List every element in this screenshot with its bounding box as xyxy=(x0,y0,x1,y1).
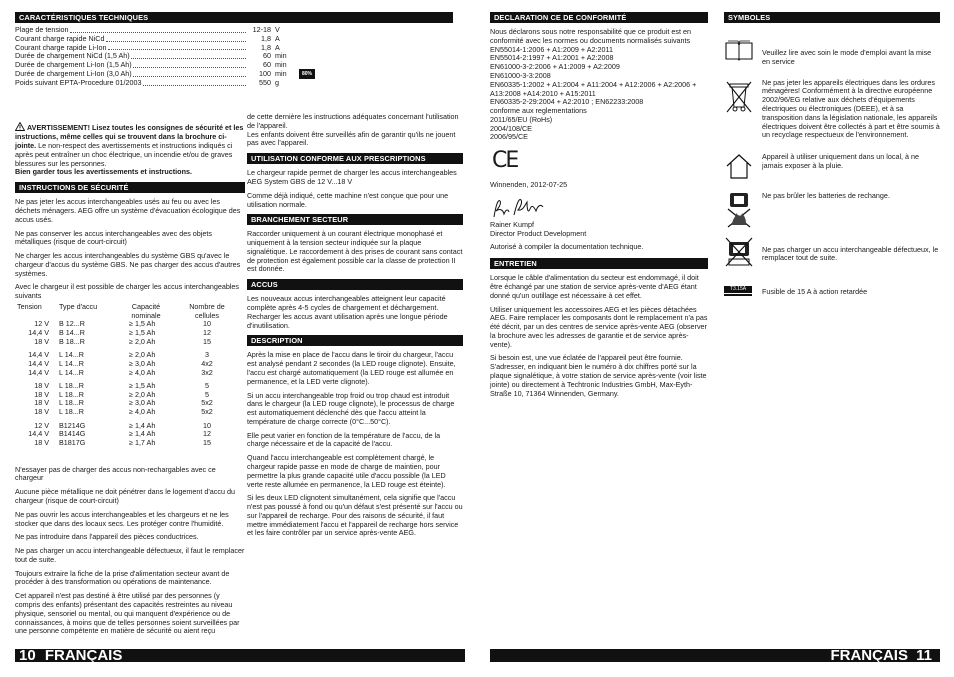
book-icon xyxy=(724,39,762,64)
table-cell: ≥ 1,5 Ah xyxy=(129,327,156,337)
standard-line: 2011/65/EU (RoHs) xyxy=(490,114,553,124)
safety-p3: Ne charger les accus interchangeables du système GBS qu'avec le chargeur d'accus du système GBS. Ne pas charger des accus d'autres systèmes. xyxy=(15,251,241,278)
table-cell: 10 xyxy=(203,319,211,329)
spec-unit: A xyxy=(275,42,280,52)
table-cell: 3 xyxy=(205,350,209,360)
signatory-name: Rainer Kumpf xyxy=(490,219,534,229)
safety-p5: N'essayer pas de charger des accus non-rechargables avec ce chargeur xyxy=(15,464,216,483)
table-row xyxy=(15,377,239,391)
table-cell: ≥ 1,5 Ah xyxy=(129,319,156,329)
table-cell: 14,4 V xyxy=(28,350,49,360)
fuse-icon xyxy=(724,286,762,296)
table-header: Type d'accu xyxy=(59,302,98,312)
warning-text: Le non-respect des avertissements et instructions indiqués ci après peut entraîner un choc électrique, un incendie et/ou de graves blessures sur les personnes. xyxy=(15,141,233,168)
spec-label: Durée de chargement Li-Ion (3,0 Ah) xyxy=(15,68,132,78)
symbol-row xyxy=(724,286,940,297)
safety-p1: Ne pas jeter les accus interchangeables usés au feu ou avec les déchets ménagers. AEG offre un système d'évacuation écologique des accus usés. xyxy=(15,197,241,224)
page-number-right: 11 xyxy=(916,647,932,664)
spec-value: 60 xyxy=(263,51,271,61)
battery-table xyxy=(15,303,239,448)
table-cell: 18 V xyxy=(34,407,49,417)
battery-table-body xyxy=(15,320,239,447)
table-cell: 18 V xyxy=(34,438,49,447)
symbol-row xyxy=(724,39,940,67)
table-cell: ≥ 1,4 Ah xyxy=(129,429,156,439)
table-cell: B1214G xyxy=(59,420,86,430)
signatory-title: Director Product Development xyxy=(490,228,587,238)
footer-language-left: FRANÇAIS xyxy=(44,647,123,664)
symbol-text: Fusible de 15 A à action retardée xyxy=(762,287,868,297)
table-cell: ≥ 1,5 Ah xyxy=(129,381,156,391)
safety-p2: Ne pas conserver les accus interchangeables avec des objets métalliques (risque de court-circuit) xyxy=(15,228,212,247)
table-cell: 3x2 xyxy=(201,367,213,377)
table-cell: L 14...R xyxy=(59,367,84,377)
spec-unit: A xyxy=(275,33,280,43)
table-cell: 10 xyxy=(203,420,211,430)
warning-block xyxy=(15,122,245,178)
maint-p3: Si besoin est, une vue éclatée de l'appareil peut être fournie. S'adresser, en indiquant bien le numéro à dix chiffres porté sur la plaque signalétique, à votre station de service après-vente (voir liste jointe) ou directement à Techtronic Industries GmbH, Max-Eyth-Straße 10, 71364 Winnenden, Germany. xyxy=(490,353,707,398)
spec-value: 1,8 xyxy=(261,42,271,52)
table-cell: B 14...R xyxy=(59,327,85,337)
table-cell: 12 V xyxy=(34,420,49,430)
table-cell: 5 xyxy=(205,381,209,391)
desc-p5: Si les deux LED clignotent simultanément, cela signifie que l'accu n'est pas poussé à fond ou qu'un défaut s'est présenté sur l'accu ou sur l'appareil de recharge. Pour des raisons de sécurité, il faut mettre immédiatement l'accu et l'appareil de recharge hors service et les faire contrôler par un service après-vente AEG. xyxy=(247,493,463,538)
table-row xyxy=(15,417,239,431)
table-cell: L 14...R xyxy=(59,358,84,368)
spec-label: Durée de chargement Li-Ion (1,5 Ah) xyxy=(15,60,132,70)
table-cell: L 18...R xyxy=(59,407,84,417)
declaration-place-date: Winnenden, 2012-07-25 xyxy=(490,180,568,190)
footer-right xyxy=(490,649,940,662)
table-cell: L 14...R xyxy=(59,350,84,360)
page-number-left: 10 xyxy=(19,647,36,664)
standard-line: EN60335-2-29:2004 + A2:2010 ; EN62233:2008 xyxy=(490,97,644,107)
declaration-header: DECLARATION CE DE CONFORMITÉ xyxy=(490,12,708,23)
use-p1: Le chargeur rapide permet de charger les accus interchangeables AEG System GBS de 12 V...18 V xyxy=(247,168,457,186)
safety-p9: Ne pas charger un accu interchangeable défectueux, il faut le remplacer tout de suite. xyxy=(15,546,245,564)
symbol-text: Veuillez lire avec soin le mode d'emploi avant la mise en service xyxy=(762,48,932,66)
table-cell: ≥ 2,0 Ah xyxy=(129,350,156,360)
standard-line: EN61000-3-3:2008 xyxy=(490,70,551,80)
symbol-row xyxy=(724,79,940,140)
table-cell: L 18...R xyxy=(59,398,84,408)
table-cell: 12 xyxy=(203,429,211,439)
column-3 xyxy=(490,12,708,403)
footer-language-right: FRANÇAIS xyxy=(830,647,908,664)
declaration-intro: Nous déclarons sous notre responsabilité que ce produit est en conformité avec les normes ou documents normalisés suivants xyxy=(490,27,691,45)
table-row xyxy=(15,439,239,448)
maintenance-header: ENTRETIEN xyxy=(490,258,708,269)
table-cell: 14,4 V xyxy=(28,367,49,377)
spec-unit: g xyxy=(275,77,279,87)
safety-header: INSTRUCTIONS DE SÉCURITÉ xyxy=(15,182,245,193)
charge-80-badge: 80% xyxy=(299,69,315,79)
table-cell: ≥ 2,0 Ah xyxy=(129,389,156,399)
table-cell: 18 V xyxy=(34,381,49,391)
symbol-text: Ne pas jeter les appareils électriques dans les ordures ménagères! Conformément à la directive européenne 2002/96/EG relative aux déchets d'équipements électriques ou électroniques (DEEE), et à sa transposition dans la législation nationale, les appareils électriques doivent être collectés à part et être soumis à un recyclage respectueux de l'environnement. xyxy=(762,77,940,140)
table-header: Tension xyxy=(17,302,42,312)
symbols-header: SYMBOLES xyxy=(724,12,940,23)
footer-left xyxy=(15,649,465,662)
warning-keep-text: Bien garder tous les avertissements et instructions. xyxy=(15,167,192,177)
fuse-label: T3.15A xyxy=(724,286,752,293)
tech-specs-header: CARACTÉRISTIQUES TECHNIQUES xyxy=(15,12,453,23)
no-burn-battery-icon xyxy=(724,191,762,232)
standard-line: EN61000-3-2:2006 + A1:2009 + A2:2009 xyxy=(490,62,620,72)
standard-line: 2004/108/CE xyxy=(490,123,532,133)
safety-p8: Ne pas introduire dans l'appareil des pièces conductrices. xyxy=(15,532,199,542)
table-cell: ≥ 4,0 Ah xyxy=(129,407,156,417)
warning-bold-text: AVERTISSEMENT! Lisez toutes les consignes de sécurité et les instructions, même celles qui se trouvent dans la brochure ci-jointe. xyxy=(15,122,244,151)
ce-mark-icon: CE xyxy=(492,148,518,174)
table-cell: 12 V xyxy=(34,319,49,329)
table-cell: B 12...R xyxy=(59,319,85,329)
spec-row xyxy=(15,79,297,88)
symbol-text: Ne pas brûler les batteries de rechange. xyxy=(762,190,890,200)
standard-line: 2006/95/CE xyxy=(490,132,528,142)
weee-bin-icon xyxy=(724,79,762,116)
use-p2: Comme déjà indiqué, cette machine n'est conçue que pour une utilisation normale. xyxy=(247,190,449,209)
spec-unit: min xyxy=(275,68,287,78)
safety-p10: Toujours extraire la fiche de la prise d'alimentation secteur avant de procéder à des transformation ou opérations de maintenance. xyxy=(15,568,230,587)
column-4 xyxy=(724,12,940,297)
no-defective-battery-icon xyxy=(724,236,762,271)
safety-p6: Aucune pièce métallique ne doit pénétrer dans le logement d'accu du chargeur (risque de court-circuit) xyxy=(15,487,235,505)
maint-p1: Lorsque le câble d'alimentation du secteur est endommagé, il doit être échangé par une station de service après-vente d'AEG étant donné qu'un outillage est nécessaire à cet effet. xyxy=(490,273,699,300)
spec-unit: min xyxy=(275,60,287,70)
table-cell: 18 V xyxy=(34,398,49,408)
symbol-row xyxy=(724,236,940,271)
spec-label: Courant charge rapide NiCd xyxy=(15,33,105,43)
table-row xyxy=(15,346,239,360)
accu-p: Les nouveaux accus interchangeables atteignent leur capacité complète après 4-5 cycles de chargement et déchargement. Recharger les accus avant utilisation après une longue période d'inutilisation. xyxy=(247,294,448,330)
standard-line: EN55014-1:2006 + A1:2009 + A2:2011 xyxy=(490,44,613,54)
spec-unit: min xyxy=(275,51,287,61)
spec-label: Courant charge rapide Li-Ion xyxy=(15,42,107,52)
spec-row xyxy=(15,68,312,79)
table-row xyxy=(15,408,239,417)
mains-p: Raccorder uniquement à un courant électrique monophasé et uniquement à la tension secteur indiquée sur la plaque signalétique. Le raccordement à des prises de courant sans contact de protection est également possible car la classe de protection II est donnée. xyxy=(247,229,463,274)
table-cell: 5x2 xyxy=(201,398,213,408)
spec-value: 1,8 xyxy=(261,33,271,43)
symbol-row xyxy=(724,152,940,183)
safety-p7: Ne pas ouvrir les accus interchangeables et les chargeurs et ne les stocker que dans des locaux secs. Les protéger contre l'humidité. xyxy=(15,509,229,528)
table-cell: ≥ 1,7 Ah xyxy=(129,438,156,447)
table-cell: 4x2 xyxy=(201,358,213,368)
table-cell: 12 xyxy=(203,327,211,337)
table-cell: B1414G xyxy=(59,429,86,439)
table-cell: B 18...R xyxy=(59,336,85,346)
symbol-row xyxy=(724,191,940,232)
safety-p11: Cet appareil n'est pas destiné à être utilisé par des personnes (y compris des enfants) présentant des capacités restreintes au niveau physique, sensoriel ou mental, ou qui manquent d'expérience ou de connaissances, à moins que de telles personnes soient surveillées par une personne compétente en matière de sécurité ou aient reçu xyxy=(15,591,240,636)
spec-value: 550 xyxy=(259,77,271,87)
standard-line: EN60335-1:2002 + A1:2004 + A11:2004 + A12:2006 + A2:2006 + A13:2008 +A14:2010 + A15:2011 xyxy=(490,79,697,98)
table-cell: 15 xyxy=(203,438,211,447)
table-cell: B1817G xyxy=(59,438,86,447)
table-header: Capacité nominale xyxy=(131,302,161,320)
table-cell: ≥ 2,0 Ah xyxy=(129,336,156,346)
desc-p4: Quand l'accu interchangeable est complètement chargé, le chargeur rapide passe en mode de charge de maintien, pour permettre la plus grande capacité utile d'accu possible (la LED verte reste allumée en permanence, la LED rouge est éteinte). xyxy=(247,453,446,489)
declaration-auth: Autorisé à compiler la documentation technique. xyxy=(490,242,644,252)
table-cell: ≥ 1,4 Ah xyxy=(129,420,156,430)
signature-icon xyxy=(490,195,708,221)
desc-p1: Après la mise en place de l'accu dans le tiroir du chargeur, l'accu est analysé pendant 2 secondes (la LED rouge clignote). Ensuite, l'accu est chargé automatiquement (la LED rouge est allumée en permanence, et la LED verte clignote). xyxy=(247,350,456,386)
table-header: Nombre de cellules xyxy=(189,302,225,320)
tech-specs-list xyxy=(15,25,312,87)
col2-continuation: de cette dernière les instructions adéquates concernant l'utilisation de l'appareil. xyxy=(247,112,459,130)
table-cell: ≥ 3,0 Ah xyxy=(129,398,156,408)
table-cell: ≥ 4,0 Ah xyxy=(129,367,156,377)
spec-label: Poids suivant EPTA-Procedure 01/2003 xyxy=(15,77,142,87)
table-cell: 15 xyxy=(203,336,211,346)
spec-value: 100 xyxy=(259,68,271,78)
table-cell: 5 xyxy=(205,389,209,399)
spec-label: Plage de tension xyxy=(15,25,69,35)
table-cell: 5x2 xyxy=(201,407,213,417)
safety-p4: Avec le chargeur il est possible de charger les accus interchangeables suivants xyxy=(15,282,240,301)
maint-p2: Utiliser uniquement les accessoires AEG et les pièces détachées AEG. Faire remplacer les composants dont le remplacement n'a pas été décrit, par un des centres de service après-vente AEG (observer la brochure avec les adresses de garantie et de service après-vente). xyxy=(490,304,708,349)
table-row xyxy=(15,369,239,378)
indoor-house-icon xyxy=(724,152,762,183)
desc-p2: Si un accu interchangeable trop froid ou trop chaud est introduit dans le chargeur (la LED rouge clignote), le processus de charge est automatiquement déclenché dès que l'accu atteint la température de charge correcte (0°C...50°C). xyxy=(247,390,455,426)
standard-line: conforme aux reglementations xyxy=(490,106,587,116)
col2-children: Les enfants doivent être surveillés afin de garantir qu'ils ne jouent pas avec l'appareil. xyxy=(247,129,456,148)
table-cell: L 18...R xyxy=(59,389,84,399)
declaration-standards xyxy=(490,46,708,143)
spec-value: 12-18 xyxy=(252,25,271,35)
table-cell: 18 V xyxy=(34,389,49,399)
table-cell: 14,4 V xyxy=(28,327,49,337)
spec-value: 60 xyxy=(263,60,271,70)
desc-p3: Elle peut varier en fonction de la température de l'accu, de la charge nécessaire et de la capacité de l'accu. xyxy=(247,430,441,449)
standard-line: EN55014-2:1997 + A1:2001 + A2:2008 xyxy=(490,53,614,63)
mains-header: BRANCHEMENT SECTEUR xyxy=(247,214,463,225)
table-cell: 18 V xyxy=(34,336,49,346)
column-2 xyxy=(247,113,463,543)
use-header: UTILISATION CONFORME AUX PRESCRIPTIONS xyxy=(247,153,463,164)
accu-header: ACCUS xyxy=(247,279,463,290)
spec-unit: V xyxy=(275,25,280,35)
symbol-text: Appareil à utiliser uniquement dans un local, à ne jamais exposer à la pluie. xyxy=(762,152,920,170)
table-cell: ≥ 3,0 Ah xyxy=(129,358,156,368)
table-cell: 14,4 V xyxy=(28,429,49,439)
spec-label: Durée de chargement NiCd (1,5 Ah) xyxy=(15,51,130,61)
description-header: DESCRIPTION xyxy=(247,335,463,346)
table-cell: 14,4 V xyxy=(28,358,49,368)
symbol-text: Ne pas charger un accu interchangeable défectueux, le remplacer tout de suite. xyxy=(762,244,939,263)
table-cell: L 18...R xyxy=(59,381,84,391)
table-row xyxy=(15,338,239,347)
